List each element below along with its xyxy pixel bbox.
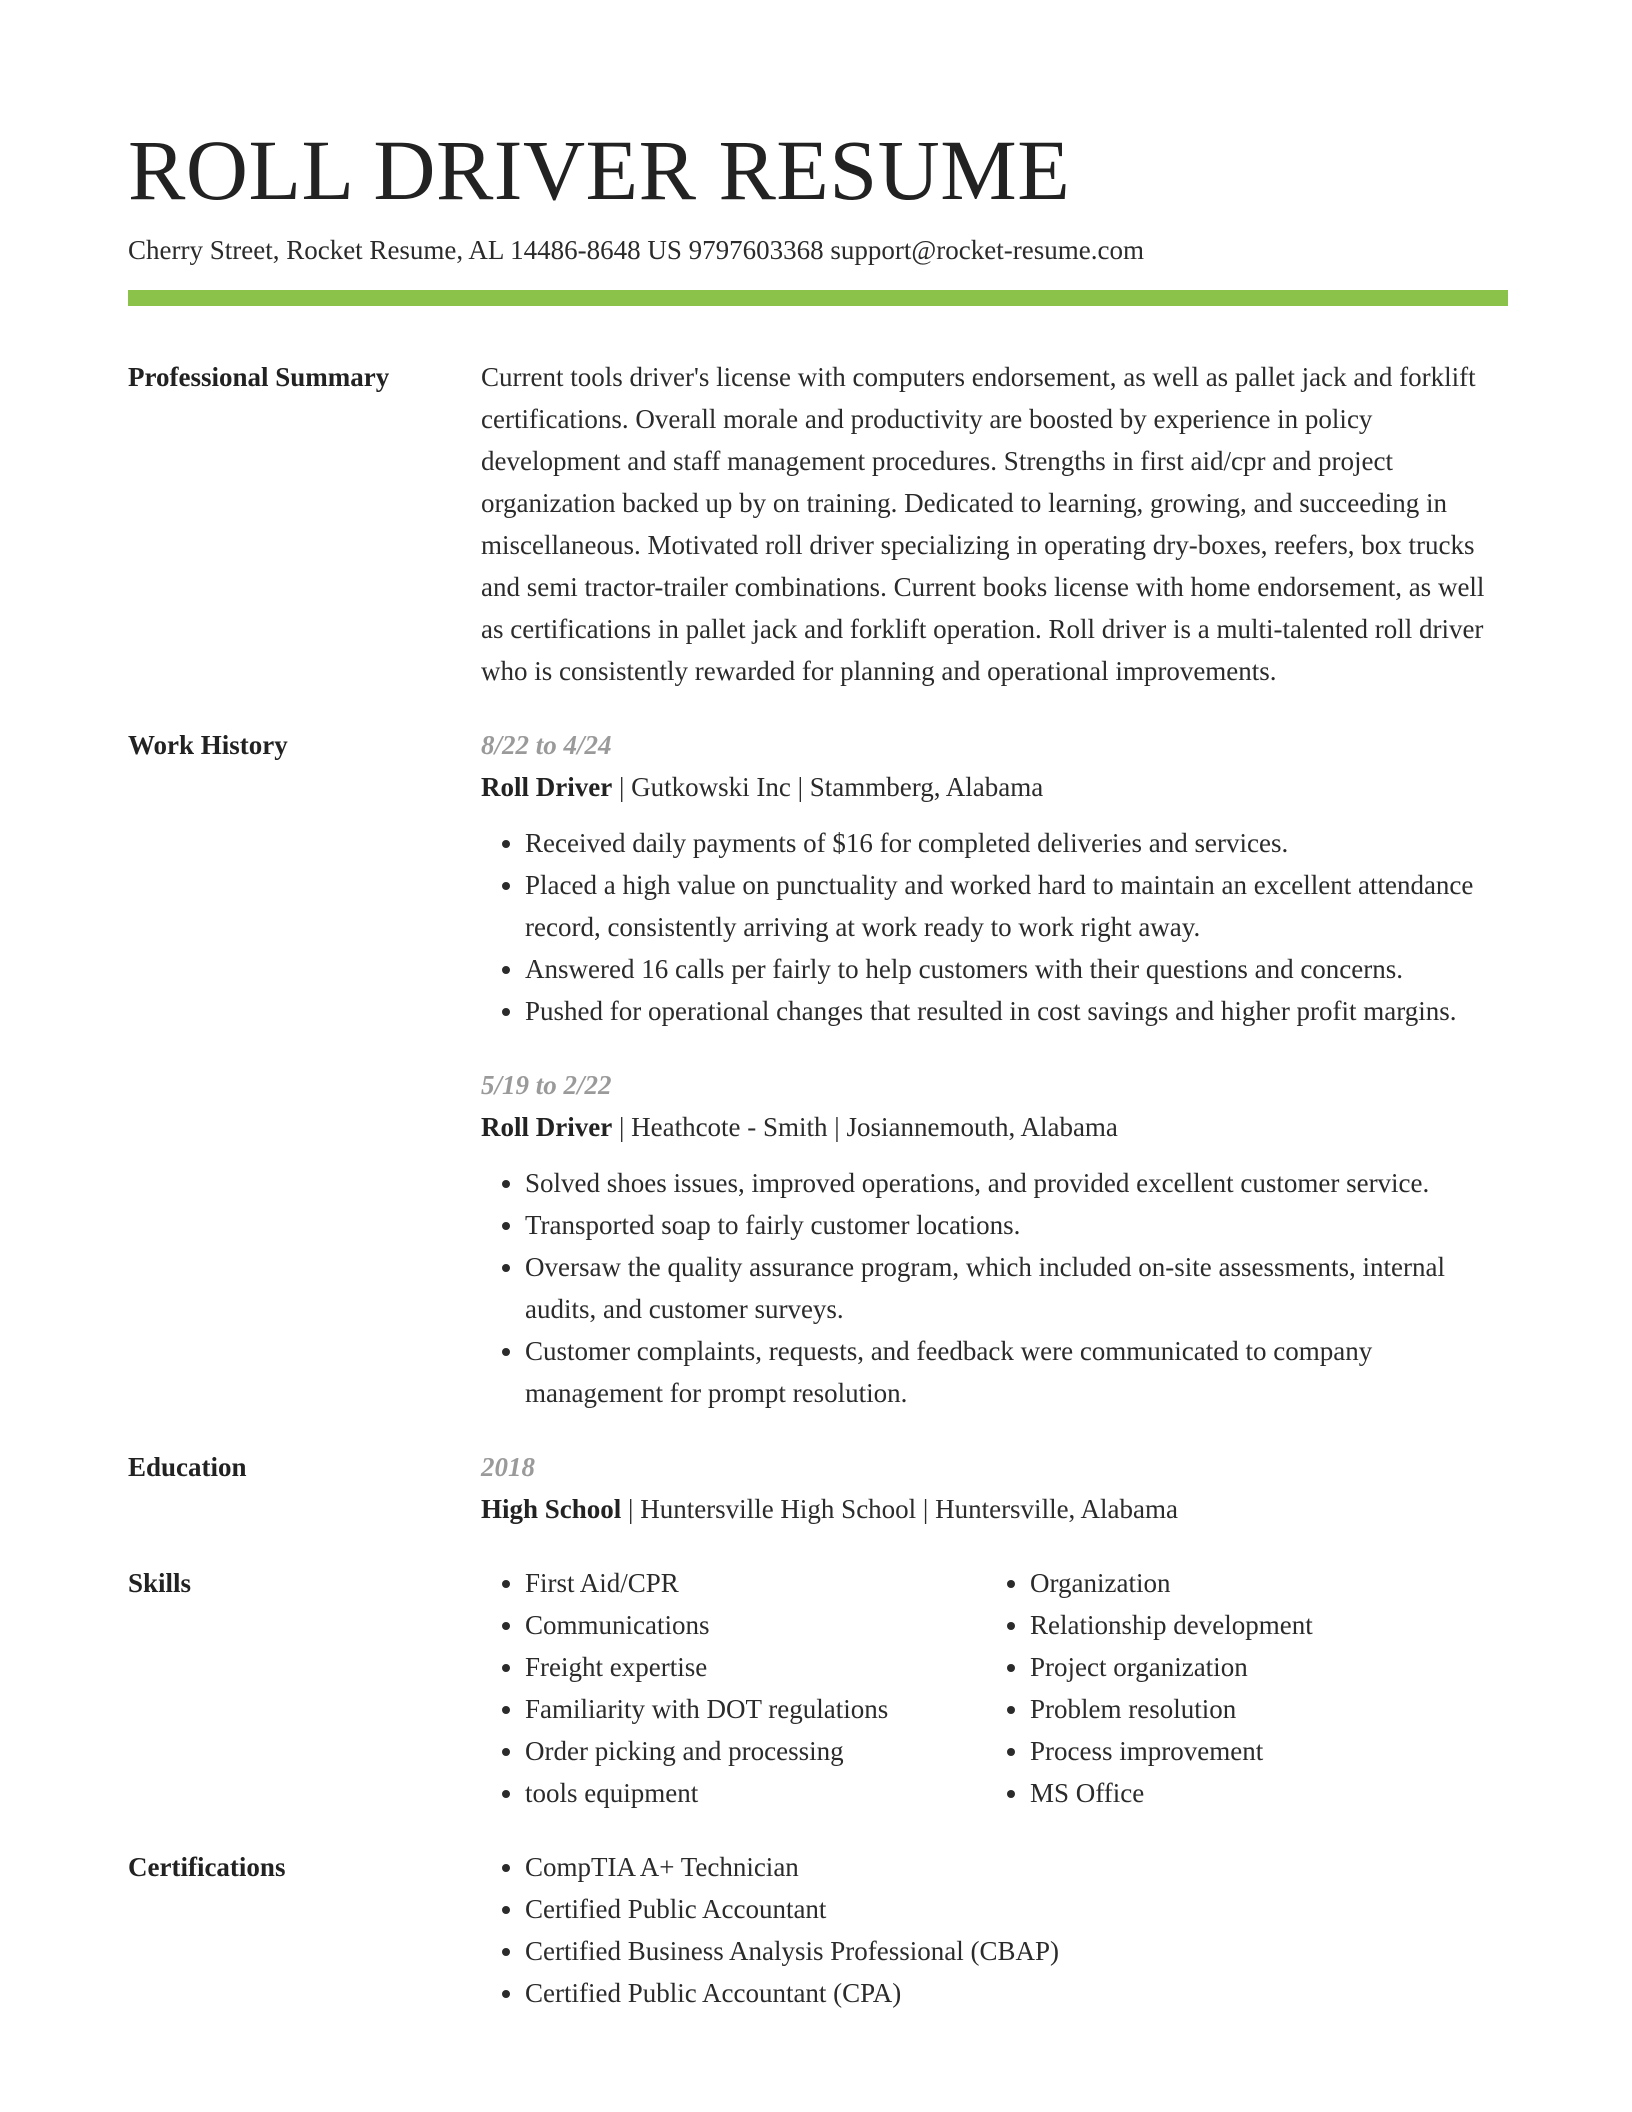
list-item: • Certified Business Analysis Professional (CBAP) bbox=[525, 1930, 1508, 1972]
job-heading bbox=[481, 766, 1508, 808]
list-item: • Answered 16 calls per fairly to help customers with their questions and concerns. bbox=[525, 948, 1508, 990]
certifications-list bbox=[481, 1846, 1508, 2014]
education-degree: High School bbox=[481, 1494, 622, 1524]
list-item: • Transported soap to fairly customer locations. bbox=[525, 1204, 1508, 1246]
summary-section bbox=[128, 356, 1508, 692]
education-section bbox=[128, 1446, 1508, 1530]
summary-text: Current tools driver's license with computers endorsement, as well as pallet jack and forklift certifications. Overall morale and productivity are boosted by experience in policy development and staff management procedures. Strengths in first aid/cpr and project organization backed up by on training. Dedicated to learning, growing, and succeeding in miscellaneous. Motivated roll driver specializing in operating dry-boxes, reefers, box trucks and semi tractor-trailer combinations. Current books license with home endorsement, as well as certifications in pallet jack and forklift operation. Roll driver is a multi-talented roll driver who is consistently rewarded for planning and operational improvements. bbox=[481, 362, 1485, 686]
skills-section bbox=[128, 1562, 1508, 1814]
section-label-certifications: Certifications bbox=[128, 1852, 286, 1882]
job-title: Roll Driver bbox=[481, 1112, 613, 1142]
list-item: • Relationship development bbox=[1030, 1604, 1508, 1646]
list-item: • Received daily payments of $16 for completed deliveries and services. bbox=[525, 822, 1508, 864]
resume-title: ROLL DRIVER RESUME bbox=[128, 122, 1071, 218]
section-label-summary: Professional Summary bbox=[128, 362, 390, 392]
skills-list bbox=[481, 1562, 986, 1814]
contact-line: Cherry Street, Rocket Resume, AL 14486-8648 US 9797603368 support@rocket-resume.com bbox=[128, 235, 1144, 265]
education-date: 2018 bbox=[481, 1452, 535, 1482]
list-item: • Project organization bbox=[1030, 1646, 1508, 1688]
education-heading bbox=[481, 1488, 1508, 1530]
list-item: • Certified Public Accountant (CPA) bbox=[525, 1972, 1508, 2014]
list-item: • First Aid/CPR bbox=[525, 1562, 986, 1604]
job-dates: 5/19 to 2/22 bbox=[481, 1070, 612, 1100]
list-item: • Problem resolution bbox=[1030, 1688, 1508, 1730]
certifications-body bbox=[481, 1846, 1508, 2014]
job-dates: 8/22 to 4/24 bbox=[481, 730, 612, 760]
job-heading bbox=[481, 1106, 1508, 1148]
section-label-work-history: Work History bbox=[128, 730, 288, 760]
job-entry bbox=[481, 1064, 1508, 1414]
list-item: • Solved shoes issues, improved operations, and provided excellent customer service. bbox=[525, 1162, 1508, 1204]
job-details: | Heathcote - Smith | Josiannemouth, Alabama bbox=[612, 1112, 1118, 1142]
job-entry bbox=[481, 724, 1508, 1032]
list-item: • Organization bbox=[1030, 1562, 1508, 1604]
work-history-section bbox=[128, 724, 1508, 1414]
accent-divider bbox=[128, 290, 1508, 306]
job-title: Roll Driver bbox=[481, 772, 613, 802]
skills-column-1 bbox=[481, 1562, 986, 1814]
list-item: • Certified Public Accountant bbox=[525, 1888, 1508, 1930]
skills-body bbox=[481, 1562, 1508, 1814]
education-body bbox=[481, 1446, 1508, 1530]
skills-column-2 bbox=[986, 1562, 1508, 1814]
certifications-section bbox=[128, 1846, 1508, 2014]
skills-list bbox=[986, 1562, 1508, 1814]
list-item: • Order picking and processing bbox=[525, 1730, 986, 1772]
list-item: • CompTIA A+ Technician bbox=[525, 1846, 1508, 1888]
list-item: • MS Office bbox=[1030, 1772, 1508, 1814]
list-item: • Familiarity with DOT regulations bbox=[525, 1688, 986, 1730]
job-bullets bbox=[481, 1162, 1508, 1414]
section-label-education: Education bbox=[128, 1452, 247, 1482]
section-label-skills: Skills bbox=[128, 1568, 192, 1598]
job-bullets bbox=[481, 822, 1508, 1032]
education-details: | Huntersville High School | Huntersville, Alabama bbox=[621, 1494, 1179, 1524]
list-item: • Pushed for operational changes that resulted in cost savings and higher profit margins. bbox=[525, 990, 1508, 1032]
job-details: | Gutkowski Inc | Stammberg, Alabama bbox=[612, 772, 1044, 802]
resume-page bbox=[128, 120, 1508, 2014]
list-item: • Placed a high value on punctuality and worked hard to maintain an excellent attendance record, consistently arriving at work ready to work right away. bbox=[525, 864, 1508, 948]
list-item: • tools equipment bbox=[525, 1772, 986, 1814]
list-item: • Customer complaints, requests, and feedback were communicated to company management for prompt resolution. bbox=[525, 1330, 1508, 1414]
list-item: • Freight expertise bbox=[525, 1646, 986, 1688]
work-history-body bbox=[481, 724, 1508, 1414]
list-item: • Process improvement bbox=[1030, 1730, 1508, 1772]
list-item: • Communications bbox=[525, 1604, 986, 1646]
list-item: • Oversaw the quality assurance program, which included on-site assessments, internal audits, and customer surveys. bbox=[525, 1246, 1508, 1330]
